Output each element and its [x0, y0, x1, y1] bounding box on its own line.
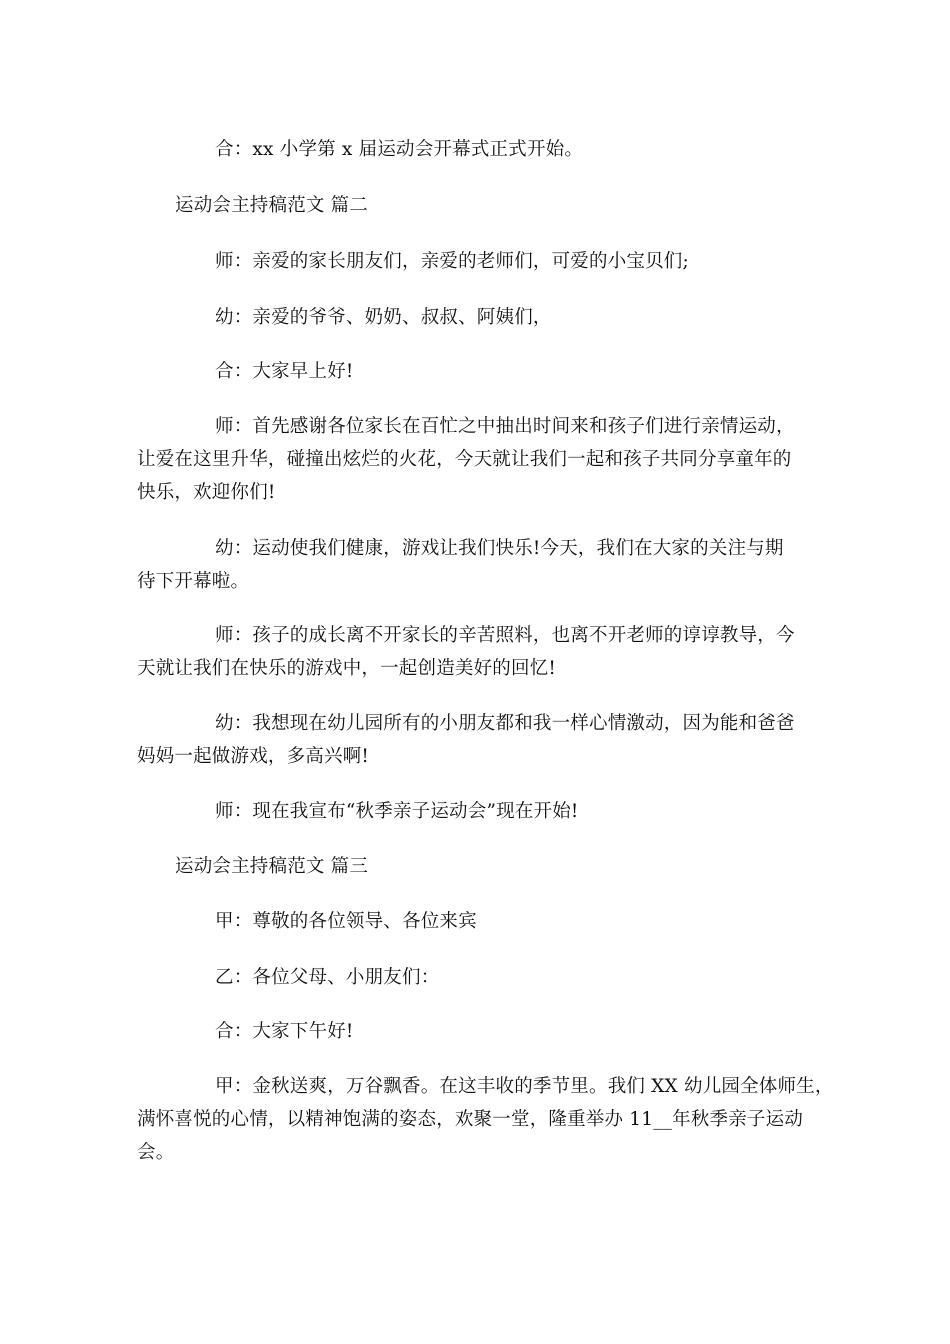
paragraph-line: 师：首先感谢各位家长在百忙之中抽出时间来和孩子们进行亲情运动，	[215, 416, 795, 437]
paragraph-line: 师：孩子的成长离不开家长的辛苦照料，也离不开老师的谆谆教导，今	[215, 625, 795, 646]
paragraph-line: 幼：运动使我们健康，游戏让我们快乐!今天，我们在大家的关注与期	[215, 538, 784, 559]
paragraph-line: 合：xx 小学第 x 届运动会开幕式正式开始。	[215, 139, 584, 160]
paragraph-line: 合：大家下午好!	[215, 1021, 354, 1042]
paragraph-line: 师：现在我宣布“秋季亲子运动会”现在开始!	[215, 801, 579, 822]
paragraph-line: 合：大家早上好!	[215, 361, 354, 382]
section-heading: 运动会主持稿范文 篇三	[175, 856, 369, 877]
paragraph-line: 幼：亲爱的爷爷、奶奶、叔叔、阿姨们，	[215, 307, 552, 328]
paragraph-line: 妈妈一起做游戏，多高兴啊!	[137, 746, 370, 767]
paragraph-line: 师：亲爱的家长朋友们，亲爱的老师们，可爱的小宝贝们;	[215, 251, 689, 272]
paragraph-line: 快乐，欢迎你们!	[137, 482, 276, 503]
paragraph-line: 甲：尊敬的各位领导、各位来宾	[215, 911, 477, 932]
paragraph-line: 幼：我想现在幼儿园所有的小朋友都和我一样心情激动，因为能和爸爸	[215, 713, 795, 734]
paragraph-line: 甲：金秋送爽，万谷飘香。在这丰收的季节里。我们 XX 幼儿园全体师生，	[215, 1076, 834, 1097]
paragraph-line: 天就让我们在快乐的游戏中，一起创造美好的回忆!	[137, 658, 557, 679]
paragraph-line: 满怀喜悦的心情，以精神饱满的姿态，欢聚一堂，隆重举办 11__年秋季亲子运动	[137, 1109, 804, 1130]
section-heading: 运动会主持稿范文 篇二	[175, 195, 369, 216]
paragraph-line: 会。	[137, 1142, 175, 1163]
paragraph-line: 乙：各位父母、小朋友们：	[215, 967, 440, 988]
paragraph-line: 待下开幕啦。	[137, 571, 250, 592]
paragraph-line: 让爱在这里升华，碰撞出炫烂的火花，今天就让我们一起和孩子共同分享童年的	[137, 449, 792, 470]
